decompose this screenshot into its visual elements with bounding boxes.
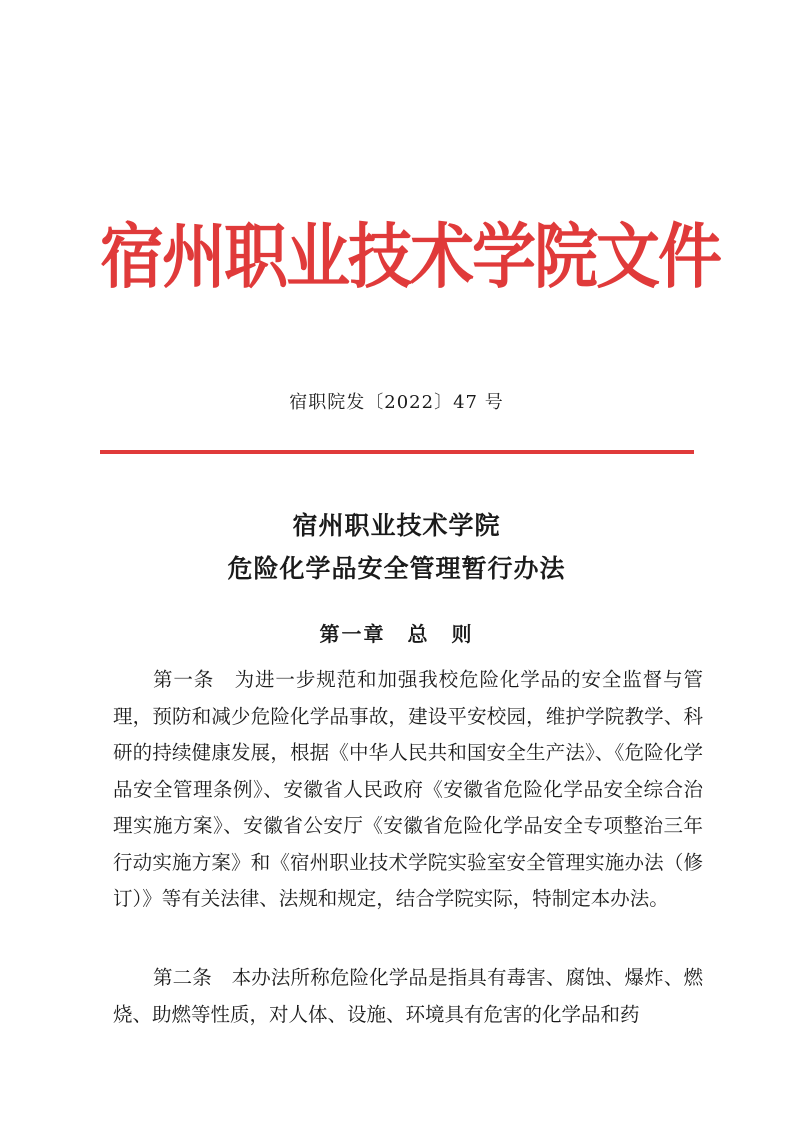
- article-text: 为进一步规范和加强我校危险化学品的安全监督与管理，预防和减少危险化学品事故，建设平安校园，维护学院教学、科研的持续健康发展，根据《中华人民共和国安全生产法》、《危险化学品安全管理条例》、安徽省人民政府《安徽省危险化学品安全综合治理实施方案》、安徽省公安厅《安徽省危险化学品安全专项整治三年行动实施方案》和《宿州职业技术学院实验室安全管理实施办法（修订）》等有关法律、法规和规定，结合学院实际，特制定本办法。: [113, 668, 703, 910]
- document-number: 宿职院发〔2022〕47 号: [289, 392, 504, 413]
- article-text: 本办法所称危险化学品是指具有毒害、腐蚀、爆炸、燃烧、助燃等性质，对人体、设施、环境具有危害的化学品和药: [113, 966, 703, 1026]
- article-1: [113, 662, 703, 918]
- red-separator-line: [100, 450, 694, 454]
- chapter-label: 第一章: [319, 622, 386, 646]
- document-title-line1: 宿州职业技术学院: [292, 511, 501, 540]
- article-label: 第一条: [153, 668, 215, 691]
- article-label: 第二条: [153, 966, 212, 989]
- article-2: [113, 960, 703, 1033]
- chapter-heading: [0, 618, 793, 647]
- document-title-line2: 危险化学品安全管理暂行办法: [227, 554, 566, 583]
- chapter-name: 总 则: [407, 622, 474, 646]
- masthead-title: 宿州职业技术学院文件: [100, 216, 720, 299]
